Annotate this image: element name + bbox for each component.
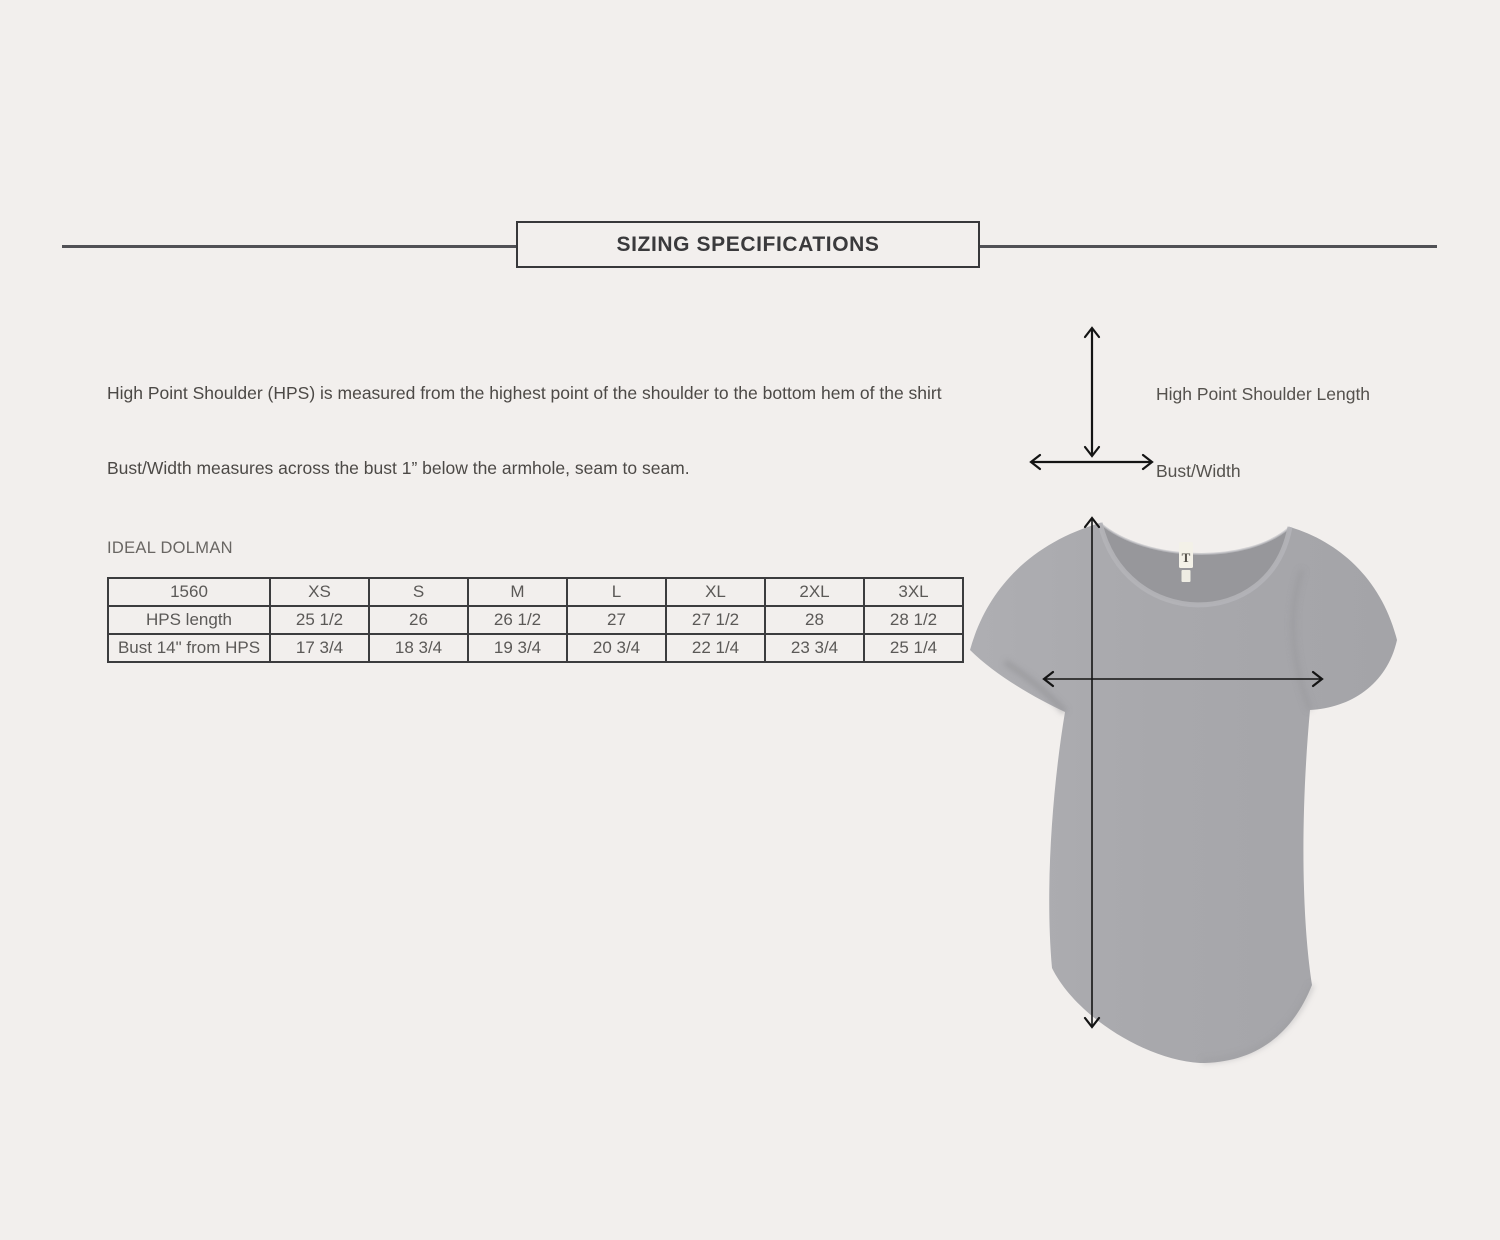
bust-row [108,634,963,662]
size-value-cell: 20 3/4 [567,634,666,662]
hps-length-row [108,606,963,634]
hps-description: High Point Shoulder (HPS) is measured from the highest point of the shoulder to the bottom hem of the shirt [107,383,942,403]
size-value-cell: 26 [369,606,468,634]
size-value-cell: 28 [765,606,864,634]
size-header-cell: 2XL [765,578,864,606]
size-header-cell: L [567,578,666,606]
vertical-double-arrow-icon [1085,328,1099,456]
size-value-cell: 22 1/4 [666,634,765,662]
size-header-cell: S [369,578,468,606]
size-header-cell: 3XL [864,578,963,606]
size-table-header-row [108,578,963,606]
size-table [107,577,964,663]
shirt-illustration [950,490,1400,1080]
size-header-cell: M [468,578,567,606]
page-title: SIZING SPECIFICATIONS [616,232,880,256]
bust-width-label: Bust/Width [1156,461,1241,481]
size-value-cell: 27 [567,606,666,634]
row-label-cell: Bust 14" from HPS [108,634,270,662]
product-name: IDEAL DOLMAN [107,539,233,557]
size-value-cell: 28 1/2 [864,606,963,634]
tag-logo-letter: T [1181,550,1191,565]
size-value-cell: 26 1/2 [468,606,567,634]
size-value-cell: 17 3/4 [270,634,369,662]
size-value-cell: 27 1/2 [666,606,765,634]
size-value-cell: 18 3/4 [369,634,468,662]
size-value-cell: 23 3/4 [765,634,864,662]
page-title-box [516,221,980,268]
size-header-cell: XL [666,578,765,606]
size-header-cell: XS [270,578,369,606]
bust-description: Bust/Width measures across the bust 1” below the armhole, seam to seam. [107,458,690,478]
row-label-cell: HPS length [108,606,270,634]
size-value-cell: 25 1/4 [864,634,963,662]
measure-legend-arrows-icon [1010,300,1170,475]
style-number-cell: 1560 [108,578,270,606]
hps-length-label: High Point Shoulder Length [1156,384,1371,404]
size-value-cell: 19 3/4 [468,634,567,662]
size-value-cell: 25 1/2 [270,606,369,634]
